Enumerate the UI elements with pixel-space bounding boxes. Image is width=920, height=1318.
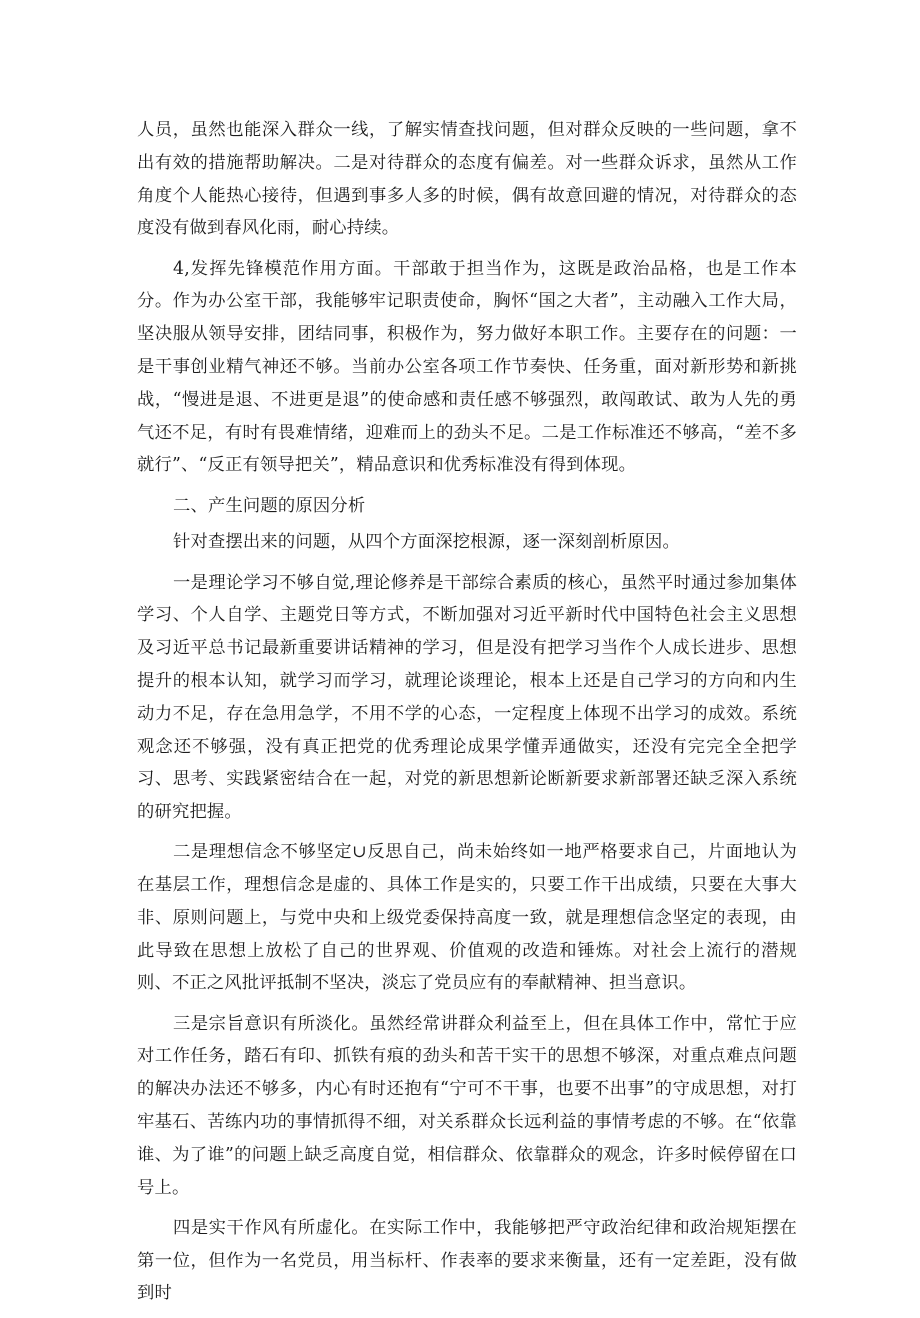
- paragraph-ideals-beliefs: 二是理想信念不够坚定∪反思自己，尚未始终如一地严格要求自己，片面地认为在基层工作，理想信念是虚的、具体工作是实的，只要工作干出成绩，只要在大事大非、原则问题上，与党中央和上级党委保持高度一致，就是理想信念坚定的表现，由此导致在思想上放松了自己的世界观、价值观的改造和锤炼。对社会上流行的潜规则、不正之风批评抵制不坚决，淡忘了党员应有的奉献精神、担当意识。: [137, 842, 797, 994]
- document-body: [137, 114, 797, 1318]
- paragraph-continuation: 人员，虽然也能深入群众一线，了解实情查找问题，但对群众反映的一些问题，拿不出有效的措施帮助解决。二是对待群众的态度有偏差。对一些群众诉求，虽然从工作角度个人能热心接待，但遇到事多人多的时候，偶有故意回避的情况，对待群众的态度没有做到春风化雨，耐心持续。: [137, 120, 797, 239]
- paragraph-purpose-awareness: 三是宗旨意识有所淡化。虽然经常讲群众利益至上，但在具体工作中，常忙于应对工作任务，踏石有印、抓铁有痕的劲头和苦干实干的思想不够深，对重点难点问题的解决办法还不够多，内心有时还抱有“宁可不干事，也要不出事”的守成思想，对打牢基石、苦练内功的事情抓得不细，对关系群众长远利益的事情考虑的不够。在“依靠谁、为了谁”的问题上缺乏高度自觉，相信群众、依靠群众的观念，许多时候停留在口号上。: [137, 1013, 797, 1198]
- paragraph-theory-study: 一是理论学习不够自觉,理论修养是干部综合素质的核心，虽然平时通过参加集体学习、个人自学、主题党日等方式，不断加强对习近平新时代中国特色社会主义思想及习近平总书记最新重要讲话精神的学习，但是没有把学习当作个人成长进步、思想提升的根本认知，就学习而学习，就理论谈理论，根本上还是自己学习的方向和内生动力不足，存在急用急学，不用不学的心态，一定程度上体现不出学习的成效。系统观念还不够强，没有真正把党的优秀理论成果学懂弄通做实，还没有完完全全把学习、思考、实践紧密结合在一起，对党的新思想新论断新要求新部署还缺乏深入系统的研究把握。: [137, 572, 797, 823]
- paragraph-work-style: 四是实干作风有所虚化。在实际工作中，我能够把严守政治纪律和政治规矩摆在第一位，但作为一名党员，用当标杆、作表率的要求来衡量，还有一定差距，没有做到时: [137, 1217, 797, 1304]
- section-heading-cause-analysis: 二、产生问题的原因分析: [173, 495, 366, 516]
- paragraph-pioneer-role: 4,发挥先锋模范作用方面。干部敢于担当作为，这既是政治品格，也是工作本分。作为办公室干部，我能够牢记职责使命，胸怀“国之大者”，主动融入工作大局，坚决服从领导安排，团结同事，积极作为，努力做好本职工作。主要存在的问题：一是干事创业精气神还不够。当前办公室各项工作节奏快、任务重，面对新形势和新挑战，“慢进是退、不进更是退”的使命感和责任感不够强烈，敢闯敢试、敢为人先的勇气还不足，有时有畏难情绪，迎难而上的劲头不足。二是工作标准还不够高，“差不多就行”、“反正有领导把关”，精品意识和优秀标准没有得到体现。: [137, 258, 797, 476]
- paragraph-intro: 针对查摆出来的问题，从四个方面深挖根源，逐一深刻剖析原因。: [173, 532, 680, 553]
